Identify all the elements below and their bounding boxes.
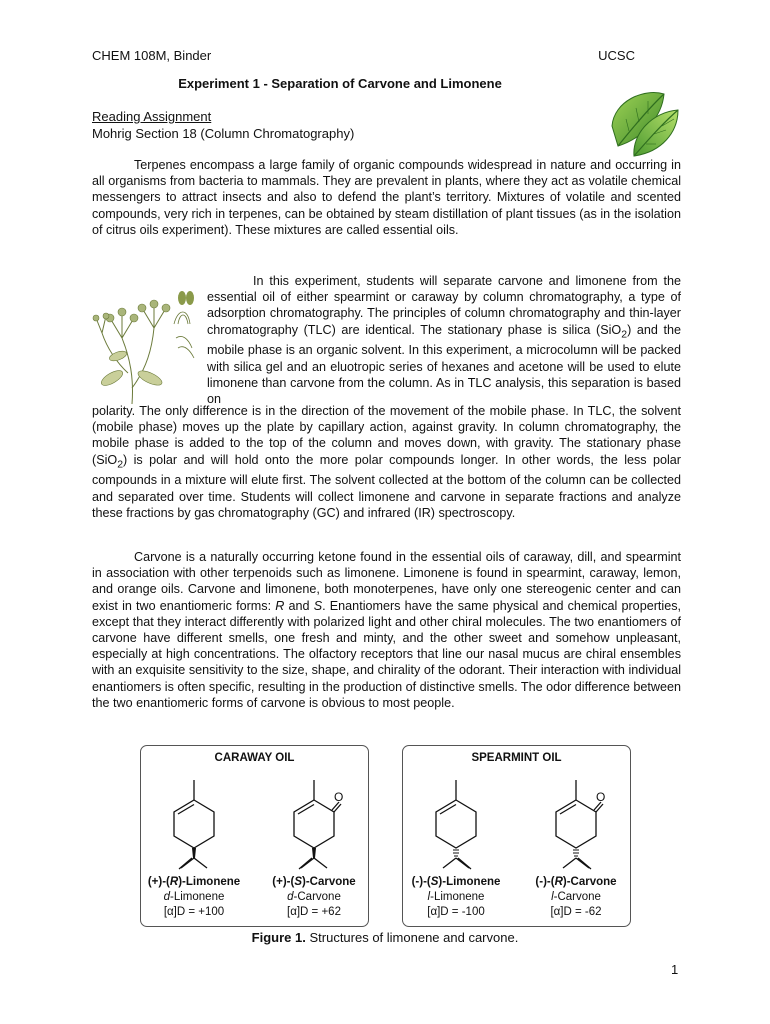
paragraph-experiment-text-a: In this experiment, students will separate carvone and limonene from the essential oil of either spearmint or caraway by column chromatography, a type of adsorption chromatography. The principles of column chromatography and thin-layer chromatography (TLC) are identical. The stationary phase is silica (SiO	[207, 274, 681, 337]
paragraph-carvone-and: and	[284, 598, 314, 613]
caraway-oil-title: CARAWAY OIL	[214, 752, 295, 764]
paragraph-terpenes	[92, 157, 681, 238]
subscript-two: 2	[621, 328, 628, 341]
compound-label-3: (-)-(S)-Limonene l-Limonene [α]D = -100	[411, 876, 501, 918]
header-institution: UCSC	[598, 48, 635, 63]
carvone-structure-icon	[279, 774, 349, 874]
compound-label-2: (+)-(S)-Carvone d-Carvone [α]D = +62	[272, 876, 356, 918]
caraway-oil-box	[140, 745, 369, 927]
paragraph-experiment-intro	[207, 273, 681, 407]
compound-label-4: (-)-(R)-Carvone l-Carvone [α]D = -62	[535, 876, 617, 918]
caption-label: Figure 1.	[251, 930, 306, 945]
reading-heading: Reading Assignment	[92, 109, 212, 124]
reading-text: Mohrig Section 18 (Column Chromatography)	[92, 126, 355, 141]
mint-leaf-icon	[604, 86, 682, 160]
caraway-plant-icon	[92, 278, 200, 406]
paragraph-terpenes-text: Terpenes encompass a large family of organic compounds widespread in nature and occurring in all organisms from bacteria to mammals. They are prevalent in plants, where they act as volatile chemical messengers to attract insects and also to defend the plant’s territory. Mixtures of volatile and scented compounds, very rich in terpenes, can be obtained by steam distillation of plant tissues (as in the isolation of citrus oils experiment). These mixtures are called essential oils.	[92, 158, 681, 237]
compound-label-1: (+)-(R)-Limonene d-Limonene [α]D = +100	[147, 876, 241, 918]
paragraph-polarity	[92, 403, 681, 521]
document-title: Experiment 1 - Separation of Carvone and Limonene	[178, 76, 502, 91]
config-s: S	[313, 598, 323, 613]
paragraph-polarity-text-b: ) is polar and will hold onto the more polar compounds longer. In other words, the less polar compounds in a mixture will elute first. The solvent collected at the bottom of the column can be collected and separated over time. Students will collect limonene and carvone in separate fractions and analyze these fractions by gas chromatography (GC) and infrared (IR) spectroscopy.	[92, 452, 681, 520]
limonene-structure-icon	[159, 774, 229, 874]
oxygen-label: O	[596, 790, 606, 804]
page-number: 1	[671, 962, 679, 977]
paragraph-carvone	[92, 549, 681, 711]
config-r: R	[275, 598, 285, 613]
paragraph-carvone-text-a: Carvone is a naturally occurring ketone found in the essential oils of caraway, dill, and spearmint in association with other terpenoids such as limonene. Limonene is found in spearmint, caraway, lemon, and orange oils. Carvone and limonene, both monoterpenes, have only one stereogenic center and can exist in two enantiomeric forms:	[92, 550, 681, 613]
carvone-structure-icon	[541, 774, 611, 874]
spearmint-oil-title: SPEARMINT OIL	[471, 752, 562, 764]
oxygen-label: O	[334, 790, 344, 804]
limonene-structure-icon	[421, 774, 491, 874]
spearmint-oil-box	[402, 745, 631, 927]
figure-caption	[0, 930, 770, 945]
paragraph-carvone-text-b: . Enantiomers have the same physical and chemical properties, except that they interact differently with polarized light and other chiral molecules. The two enantiomers of carvone have different smells, one fresh and minty, and the other sweet and somehow unpleasant, especially at high concentrations. The olfactory receptors that line our nasal mucus are chiral ensembles with an exquisite sensitivity to the size, shape, and chirality of the odorant. Their interaction with individual enantiomers is often specific, resulting in the production of distinctive smells. The odor difference between the two enantiomeric forms of carvone is obvious to most people.	[92, 598, 681, 710]
caption-text: Structures of limonene and carvone.	[305, 930, 519, 945]
header-course: CHEM 108M, Binder	[92, 48, 212, 63]
reading-assignment	[92, 108, 354, 142]
paragraph-polarity-text-a: polarity. The only difference is in the direction of the movement of the mobile phase. In TLC, the solvent (mobile phase) moves up the plate by capillary action, against gravity. In column chromatography, the mobile phase is added to the top of the column and moves down, with gravity. The stationary phase (SiO	[92, 404, 681, 467]
paragraph-experiment-text-b: ) and the mobile phase is an organic solvent. In this experiment, a microcolumn will be packed with silica gel and an eluotropic series of hexanes and acetone will be used to elute limonene than carvone from the column. As in TLC analysis, this separation is based on	[207, 322, 681, 406]
subscript-two: 2	[117, 458, 124, 471]
